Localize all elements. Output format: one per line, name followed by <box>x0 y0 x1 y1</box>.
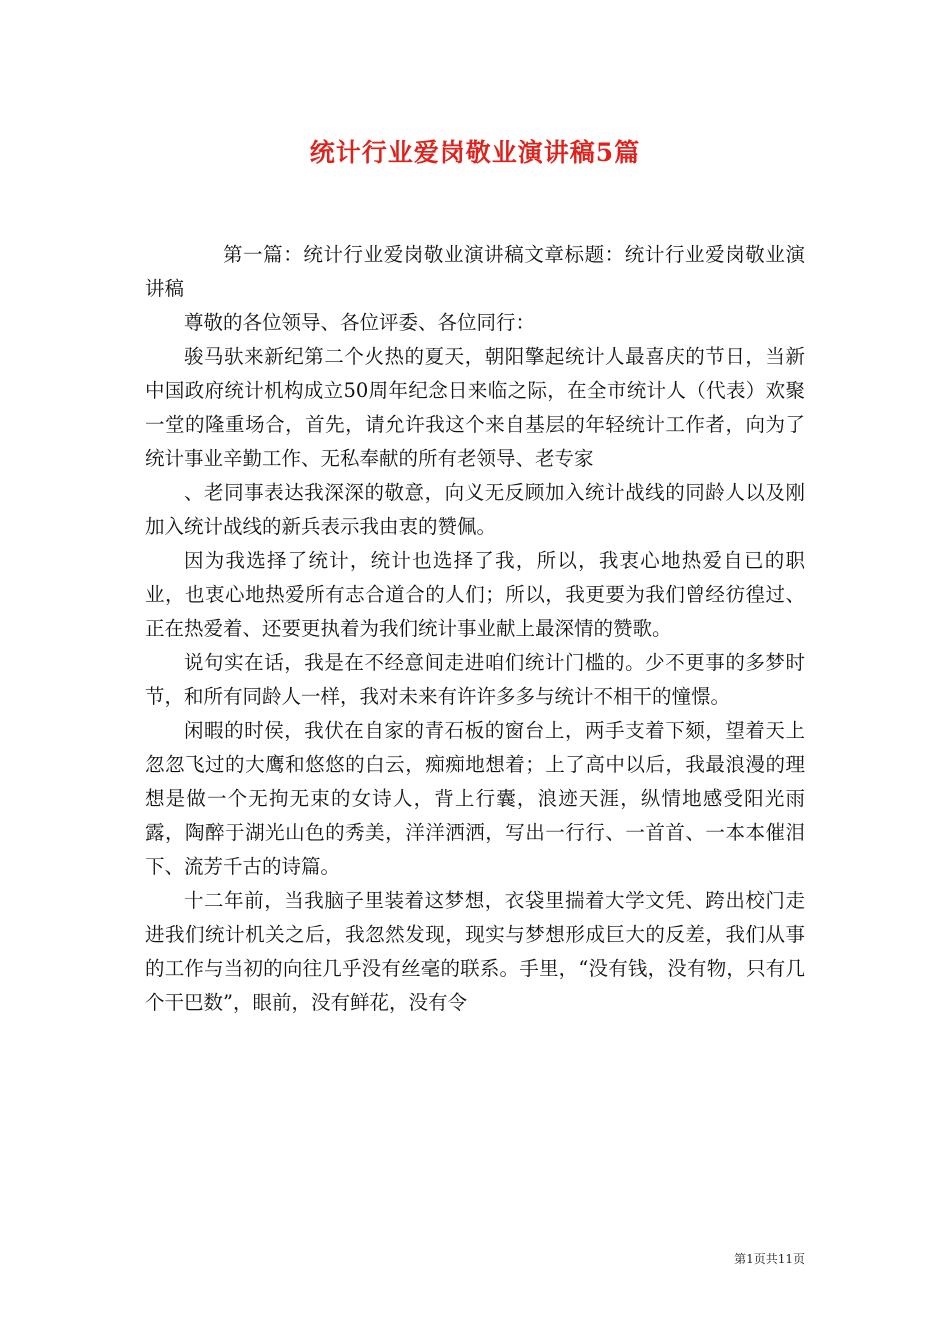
paragraph-6: 说句实在话，我是在不经意间走进咱们统计门槛的。少不更事的多梦时节，和所有同龄人一样，我对未来有许许多多与统计不相干的憧憬。 <box>145 651 805 708</box>
paragraph-7: 闲暇的时侯，我伏在自家的青石板的窗台上，两手支着下颏，望着天上忽忽飞过的大鹰和悠悠的白云，痴痴地想着；上了高中以后，我最浪漫的理想是做一个无拘无束的女诗人，背上行囊，浪迹天涯，纵情地感受阳光雨露，陶醉于湖光山色的秀美，洋洋洒洒，写出一行行、一首首、一本本催泪下、流芳千古的诗篇。 <box>145 719 805 878</box>
paragraph-3: 骏马驮来新纪第二个火热的夏天，朝阳擎起统计人最喜庆的节日，当新中国政府统计机构成立50周年纪念日来临之际，在全市统计人（代表）欢聚一堂的隆重场合，首先，请允许我这个来自基层的年轻统计工作者，向为了统计事业辛勤工作、无私奉献的所有老领导、老专家 <box>145 345 805 470</box>
page-number-footer: 第1页共11页 <box>734 1252 805 1266</box>
document-title: 统计行业爱岗敬业演讲稿5篇 <box>309 138 641 167</box>
paragraph-2: 尊敬的各位领导、各位评委、各位同行： <box>184 311 536 334</box>
document-body <box>145 238 805 1020</box>
paragraph-1: 第一篇：统计行业爱岗敬业演讲稿文章标题：统计行业爱岗敬业演讲稿 <box>145 243 805 300</box>
paragraph-4: 、老同事表达我深深的敬意，向义无反顾加入统计战线的同龄人以及刚加入统计战线的新兵表示我由衷的赞佩。 <box>145 481 805 538</box>
paragraph-8: 十二年前，当我脑子里装着这梦想，衣袋里揣着大学文凭、跨出校门走进我们统计机关之后，我忽然发现，现实与梦想形成巨大的反差，我们从事的工作与当初的向往几乎没有丝毫的联系。手里，“没有钱，没有物，只有几个干巴数”，眼前，没有鲜花，没有令 <box>145 889 805 1014</box>
paragraph-5: 因为我选择了统计，统计也选择了我，所以，我衷心地热爱自已的职业，也衷心地热爱所有志合道合的人们；所以，我更要为我们曾经彷徨过、正在热爱着、还要更执着为我们统计事业献上最深情的赞歌。 <box>145 549 805 640</box>
